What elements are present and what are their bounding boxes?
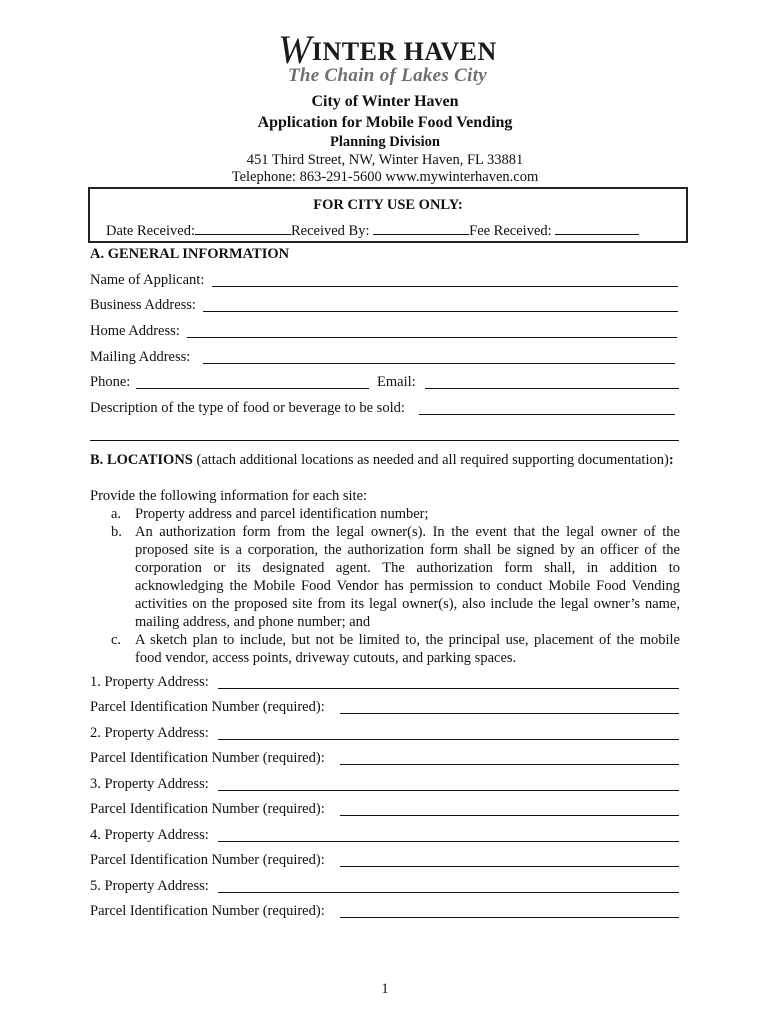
property-5-parcel-label: Parcel Identification Number (required): [90,903,325,919]
home-address-field[interactable] [187,337,677,338]
section-b-intro [90,451,680,469]
property-3-parcel-field[interactable] [340,815,679,816]
property-4-parcel-field[interactable] [340,866,679,867]
fee-received-label: Fee Received: [469,223,552,239]
list-marker: c. [111,632,122,648]
mailing-address-label: Mailing Address: [90,349,191,365]
logo-tagline: The Chain of Lakes City [288,65,488,86]
list-item [90,631,680,667]
list-item-text: Property address and parcel identification number; [135,506,429,522]
email-label: Email: [377,374,416,390]
logo-initial: W [278,27,312,72]
requirements-list [90,505,680,667]
property-1-address-field[interactable] [218,688,679,689]
applicant-name-label: Name of Applicant: [90,272,205,288]
list-item-text: A sketch plan to include, but not be limited to, the principal use, placement of the mobile food vendor, access points, driveway cutouts, and parking spaces. [135,632,680,666]
received-by-label: Received By: [290,223,370,239]
property-3-parcel-label: Parcel Identification Number (required): [90,801,325,817]
home-address-label: Home Address: [90,323,180,339]
property-3-address-field[interactable] [218,790,679,791]
property-1-parcel-field[interactable] [340,713,679,714]
property-1-address-label: 1. Property Address: [90,674,209,690]
provide-instruction: Provide the following information for each site: [90,488,368,504]
contact-info: Telephone: 863-291-5600 www.mywinterhaven.com [231,169,539,185]
food-description-label: Description of the type of food or beverage to be sold: [90,400,405,416]
list-item [90,505,680,523]
phone-label: Phone: [90,374,131,390]
property-1-parcel-label: Parcel Identification Number (required): [90,699,325,715]
section-b-heading: B. LOCATIONS [90,452,193,468]
city-use-row [106,222,639,240]
fee-received-field[interactable] [555,222,639,235]
list-marker: a. [111,506,122,522]
received-by-field[interactable] [373,222,469,235]
property-2-address-field[interactable] [218,739,679,740]
property-5-address-label: 5. Property Address: [90,878,209,894]
property-2-parcel-field[interactable] [340,764,679,765]
property-5-address-field[interactable] [218,892,679,893]
section-a-heading: A. GENERAL INFORMATION [90,246,290,262]
date-received-label: Date Received: [106,223,195,239]
mailing-address-field[interactable] [203,363,675,364]
property-3-address-label: 3. Property Address: [90,776,209,792]
section-b-intro-text: (attach additional locations as needed and all required supporting documentation) [192,452,669,468]
applicant-name-field[interactable] [212,286,678,287]
date-received-field[interactable] [195,222,291,235]
property-4-address-label: 4. Property Address: [90,827,209,843]
city-use-title: FOR CITY USE ONLY: [313,197,463,213]
property-4-parcel-label: Parcel Identification Number (required): [90,852,325,868]
page-number: 1 [381,981,389,997]
property-5-parcel-field[interactable] [340,917,679,918]
section-b-colon: : [668,452,674,468]
property-2-parcel-label: Parcel Identification Number (required): [90,750,325,766]
city-name: City of Winter Haven [311,93,459,110]
form-title: Application for Mobile Food Vending [257,114,513,131]
list-item-text: An authorization form from the legal owner(s). In the event that the legal owner of the proposed site is a corporation, the authorization form shall be signed by an officer of the corporation or its designated agent. The authorization form shall, in addition to acknowledging the Mobile Food Vendor has permission to conduct Mobile Food Vending activities on the proposed site from its legal owner(s), also include the legal owner’s name, mailing address, and phone number; and [135,524,680,630]
winter-haven-logo [278,26,498,90]
list-marker: b. [111,524,122,540]
list-item [90,523,680,631]
division-name: Planning Division [330,134,440,150]
food-description-field-line-2[interactable] [90,440,679,441]
property-4-address-field[interactable] [218,841,679,842]
city-use-only-box [88,187,688,243]
phone-field[interactable] [136,388,369,389]
property-2-address-label: 2. Property Address: [90,725,209,741]
food-description-field[interactable] [419,414,675,415]
business-address-field[interactable] [203,311,678,312]
logo-name: INTER HAVEN [311,37,497,66]
office-address: 451 Third Street, NW, Winter Haven, FL 33881 [246,152,524,168]
email-field[interactable] [425,388,679,389]
business-address-label: Business Address: [90,297,196,313]
